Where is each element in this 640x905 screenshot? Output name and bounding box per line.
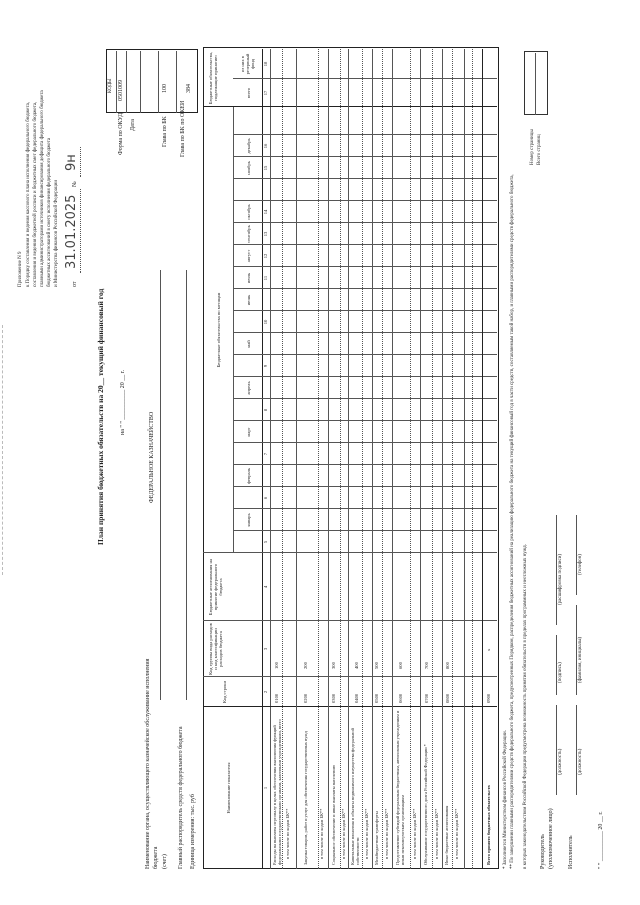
col-num: 7 xyxy=(263,452,268,456)
row-label: Обслуживание государственного долга Российской Федерации * xyxy=(423,744,428,865)
col-num: 18 xyxy=(263,61,268,67)
bk-label: Глава по БК xyxy=(162,116,168,147)
head-sub: (уполномоченное лицо) xyxy=(548,808,554,869)
row-kbk: 400 xyxy=(354,662,359,669)
header-assumed: Бюджетные обязательства, подлежащие принятию xyxy=(208,51,219,105)
appendix-line: к Порядку составления и ведения кассового плана исполнения федерального бюджета, xyxy=(26,101,31,287)
row-code: 0200 xyxy=(303,693,308,703)
exec-phone: (телефон) xyxy=(578,554,583,575)
col-num: 12 xyxy=(263,253,268,259)
footnote: в которых законодательством Российской Федерации предусмотрена возможность принятия обязательств в пределах программных и неотложных нужд. xyxy=(523,544,528,869)
number-prefix: № xyxy=(72,181,78,187)
codes-header: КОДЫ xyxy=(108,78,113,93)
header-total: всего xyxy=(246,87,251,99)
row-sublabel: в том числе по кодам БК** xyxy=(384,808,389,859)
row-label: Расходы на выплаты персоналу в целях обеспечения выполнения функций федеральными государственными органами, казенными учреждениями, всего xyxy=(272,719,282,865)
month-sep: сентябрь xyxy=(246,225,251,243)
row-code: 0600 xyxy=(398,693,403,703)
col-num: 9 xyxy=(263,364,268,368)
sig-signature: (подпись) xyxy=(558,662,563,683)
month-feb: февраль xyxy=(246,468,251,484)
col-num: 10 xyxy=(263,319,268,325)
handwritten-date: 31.01.2025 xyxy=(64,194,79,269)
form-title: План принятия бюджетных обязательств на 20__ текущий финансовый год xyxy=(96,288,105,545)
exec-fio: (фамилия, инициалы) xyxy=(578,636,583,683)
month-apr: апрель xyxy=(246,381,251,395)
row-sublabel: в том числе по кодам БК** xyxy=(434,808,439,859)
row-sublabel: в том числе по кодам БК** xyxy=(454,808,459,859)
row-label: Капитальные вложения в объекты недвижимого имущества федеральной собственности xyxy=(350,728,360,865)
row-kbk: 600 xyxy=(398,662,403,669)
appendix-line: и Министерства финансов Российской Федерации xyxy=(54,179,59,287)
total-pages-label: Всего страниц xyxy=(537,134,542,165)
appendix-line: главными администраторами источников финансирования дефицита федерального бюджета xyxy=(40,90,45,287)
page-number-label: Номер страницы xyxy=(530,129,535,165)
signature-date: " " __________ 20 __ г. xyxy=(598,811,604,869)
row-code: 0300 xyxy=(331,693,336,703)
row-sublabel: в том числе по кодам БК** xyxy=(412,808,417,859)
row-label-total: Всего принято бюджетных обязательств xyxy=(486,785,491,865)
header-months-group: Бюджетные обязательства по месяцам xyxy=(216,292,221,368)
treasury-name: ФЕДЕРАЛЬНОЕ КАЗНАЧЕЙСТВО xyxy=(149,411,155,503)
appendix-line: составления и ведения бюджетной росписи и бюджетных смет федерального бюджета, xyxy=(33,101,38,287)
row-label: Закупка товаров, работ и услуг для обеспечения государственных нужд xyxy=(303,731,308,865)
okei-label: Глава по БК по ОКЕИ xyxy=(180,100,186,157)
exec-position: (должность) xyxy=(578,748,583,775)
row-code: 0100 xyxy=(274,693,279,703)
row-code: 0700 xyxy=(424,693,429,703)
col-num: 15 xyxy=(263,165,268,171)
row-kbk: 700 xyxy=(424,662,429,669)
field-label: Наименование органа, осуществляющего казначейское обслуживание исполнения xyxy=(145,658,151,869)
page-number-box xyxy=(524,51,548,115)
col-num: 17 xyxy=(263,90,268,96)
month-dec: декабрь xyxy=(246,138,251,154)
head-label: Руководитель xyxy=(540,834,546,869)
form-subdate: на " " __________ 20 __ г. xyxy=(120,369,126,435)
col-num: 13 xyxy=(263,231,268,237)
date-prefix: от xyxy=(72,281,78,287)
header-name: Наименование показателя xyxy=(226,762,231,814)
month-oct: октябрь xyxy=(246,204,251,220)
handwritten-number: 9н xyxy=(64,154,79,171)
row-sublabel: в том числе по кодам БК** xyxy=(364,808,369,859)
bk-value: 100 xyxy=(162,84,168,93)
col-num: 14 xyxy=(263,209,268,215)
month-mar: март xyxy=(246,427,251,437)
okei-value: 384 xyxy=(186,84,192,93)
col-num: 2 xyxy=(263,690,268,694)
field-label: (счет) xyxy=(162,854,168,869)
row-code: 0500 xyxy=(374,693,379,703)
field-label: бюджета xyxy=(153,846,159,869)
field-label: Единица измерения: тыс. руб xyxy=(190,794,196,869)
row-sublabel: в том числе по кодам БК** xyxy=(285,808,290,859)
sig-position: (должность) xyxy=(558,748,563,775)
row-kbk: 500 xyxy=(374,662,379,669)
sig-decode: (расшифровка подписи) xyxy=(558,553,563,605)
row-kbk: 200 xyxy=(303,662,308,669)
month-jul: июль xyxy=(246,272,251,284)
footnote: ** По завершении главными распорядителями средств федерального бюджета, предусмотренных Порядком, распределения бюджетных ассигнований на реализацию федерального бюджета на текущий финансовый год в части средств, составляемым такой набор, и главными распорядителями средств федерального бюджета, xyxy=(510,174,515,869)
month-jan: январь xyxy=(246,513,251,527)
row-code: 0800 xyxy=(445,693,450,703)
month-may: май xyxy=(246,340,251,348)
date-label: Дата xyxy=(130,119,136,131)
row-label: Межбюджетные трансферты xyxy=(374,811,379,865)
scan-edge xyxy=(2,325,3,575)
col-num: 11 xyxy=(263,275,268,281)
row-code: 0900 xyxy=(486,693,491,703)
row-sublabel: в том числе по кодам БК** xyxy=(319,808,324,859)
row-kbk: 800 xyxy=(445,662,450,669)
month-aug: август xyxy=(246,249,251,263)
col-num: 16 xyxy=(263,143,268,149)
month-jun: июнь xyxy=(246,294,251,306)
row-kbk: 300 xyxy=(331,662,336,669)
header-alloc: Бюджетные ассигнования на принятие федерального бюджета xyxy=(208,558,224,616)
field-label: Главный распорядитель средств федерального бюджета xyxy=(178,726,184,869)
col-num: 1 xyxy=(263,786,268,790)
col-num: 8 xyxy=(263,408,268,412)
header-code: Код строки xyxy=(222,681,227,703)
col-num: 6 xyxy=(263,496,268,500)
okud-label: Форма по ОКУД xyxy=(118,112,124,155)
month-nov: ноябрь xyxy=(246,161,251,175)
row-label: Социальное обеспечение и иные выплаты населению xyxy=(331,765,336,865)
col-num: 4 xyxy=(263,585,268,589)
col-num: 3 xyxy=(263,647,268,651)
header-of-which: из них в резервный фонд xyxy=(240,53,256,75)
row-sublabel: в том числе по кодам БК** xyxy=(341,808,346,859)
okud-value: 0501009 xyxy=(118,80,124,101)
executor-label: Исполнитель xyxy=(568,835,574,869)
row-label: Предоставление субсидий федеральным бюджетным, автономным учреждениям и иным некоммерческим организациям xyxy=(395,710,405,865)
footnote: * Заполняется Министерством финансов Российской Федерации. xyxy=(503,730,508,869)
col-num: 5 xyxy=(263,540,268,544)
header-kbk: Код группы вида расходов и код классификации расходов бюджета xyxy=(208,623,224,675)
row-code: 0400 xyxy=(354,693,359,703)
row-kbk: x xyxy=(486,648,491,651)
row-kbk: 100 xyxy=(274,662,279,669)
appendix-line: бюджетных ассигнований в смету исполнения федерального бюджета xyxy=(47,137,52,287)
row-label: Иные бюджетные ассигнования xyxy=(444,805,449,865)
appendix-title: Приложение N 9 xyxy=(18,251,23,287)
